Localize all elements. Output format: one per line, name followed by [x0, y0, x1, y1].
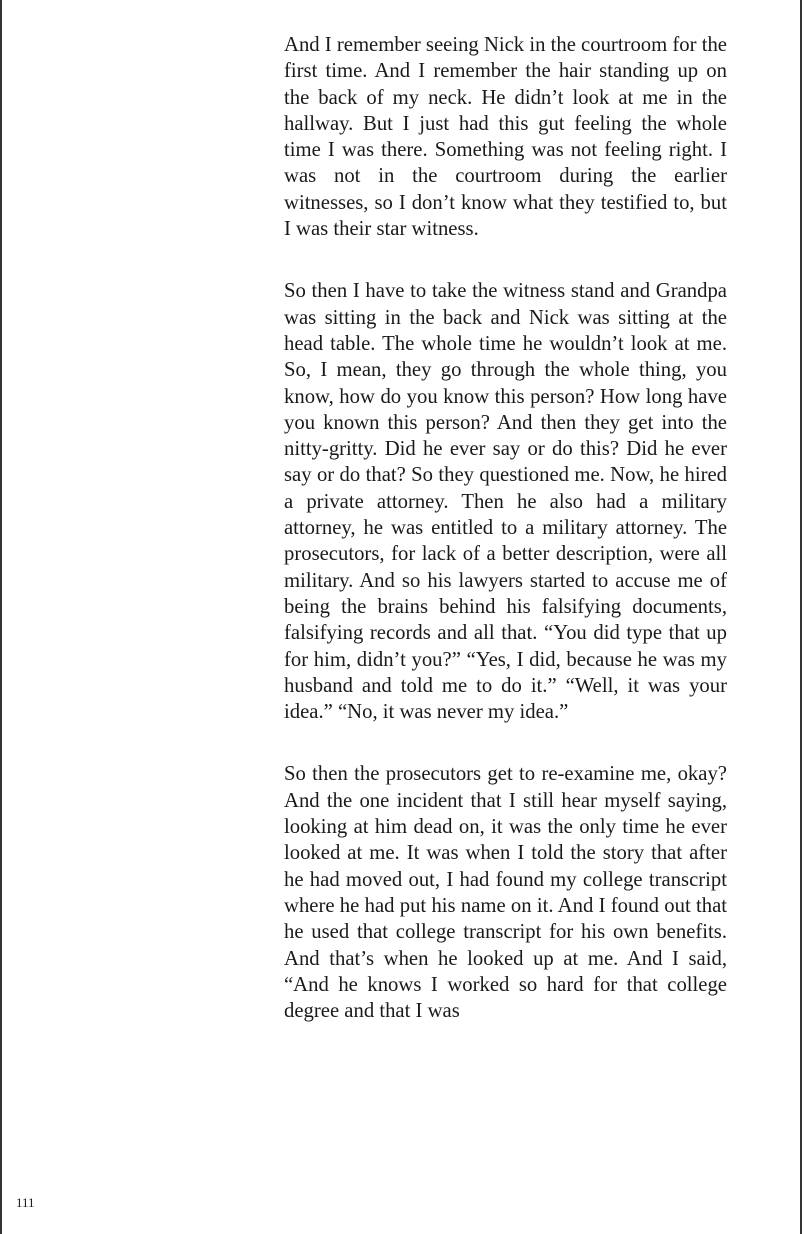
paragraph-3: So then the prosecutors get to re-examine me, okay? And the one incident that I still hear myself saying, looking at him dead on, it was the only time he ever looked at me. It was when I told the story that after he had moved out, I had found my college transcript where he had put his name on it. And I found out that he used that college transcript for his own benefits. And that’s when he looked up at me. And I said, “And he knows I worked so hard for that college degree and that I was — [284, 763, 727, 1023]
text-column — [284, 32, 727, 1060]
paragraph-2: So then I have to take the witness stand and Grandpa was sitting in the back and Nick was sitting at the head table. The whole time he wouldn’t look at me. So, I mean, they go through the whole thing, you know, how do you know this person? How long have you known this person? And then they get into the nitty-gritty. Did he ever say or do this? Did he ever say or do that? So they questioned me. Now, he hired a private attorney. Then he also had a military attorney, he was entitled to a military attorney. The prosecutors, for lack of a better description, were all military. And so his lawyers started to accuse me of being the brains behind his falsifying documents, falsifying records and all that. “You did type that up for him, didn’t you?” “Yes, I did, because he was my husband and told me to do it.” “Well, it was your idea.” “No, it was never my idea.” — [284, 280, 727, 724]
page-number: 111 — [16, 1195, 35, 1210]
paragraph-1: And I remember seeing Nick in the courtroom for the first time. And I remember the hair standing up on the back of my neck. He didn’t look at me in the hallway. But I just had this gut feeling the whole time I was there. Something was not feeling right. I was not in the courtroom during the earlier witnesses, so I don’t know what they testified to, but I was their star witness. — [284, 34, 727, 241]
